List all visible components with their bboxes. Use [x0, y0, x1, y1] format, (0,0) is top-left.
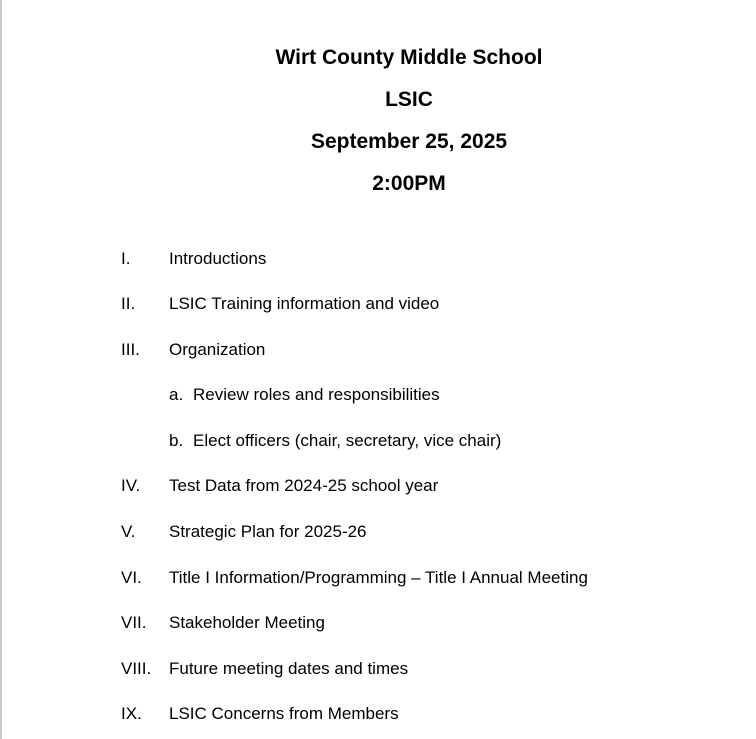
agenda-numeral: VII. — [121, 613, 147, 632]
agenda-numeral: I. — [121, 249, 131, 268]
agenda-subitem-letter: a. — [169, 385, 184, 404]
agenda-subitem-text: Review roles and responsibilities — [193, 385, 440, 404]
agenda-subitem-text: Elect officers (chair, secretary, vice chair) — [193, 431, 502, 450]
agenda-item-text: Title I Information/Programming – Title I Annual Meeting — [169, 568, 588, 587]
agenda-item-text: LSIC Concerns from Members — [169, 704, 399, 723]
agenda-numeral: VI. — [121, 568, 142, 587]
agenda-item-text: Stakeholder Meeting — [169, 613, 325, 632]
agenda-numeral: VIII. — [121, 659, 152, 678]
agenda-subitem-letter: b. — [169, 431, 184, 450]
school-name-heading: Wirt County Middle School — [275, 46, 543, 69]
agenda-item-text: LSIC Training information and video — [169, 294, 440, 313]
committee-heading: LSIC — [385, 88, 433, 111]
agenda-item-text: Organization — [169, 340, 266, 359]
agenda-numeral: V. — [121, 522, 136, 541]
agenda-numeral: II. — [121, 294, 136, 313]
meeting-time-heading: 2:00PM — [372, 172, 446, 195]
agenda-item-text: Test Data from 2024-25 school year — [169, 476, 439, 495]
agenda-item-text: Future meeting dates and times — [169, 659, 409, 678]
meeting-date-heading: September 25, 2025 — [310, 130, 508, 153]
agenda-numeral: IV. — [121, 476, 141, 495]
agenda-numeral: IX. — [121, 704, 142, 723]
agenda-numeral: III. — [121, 340, 140, 359]
agenda-item-text: Strategic Plan for 2025-26 — [169, 522, 367, 541]
agenda-item-text: Introductions — [169, 249, 267, 268]
